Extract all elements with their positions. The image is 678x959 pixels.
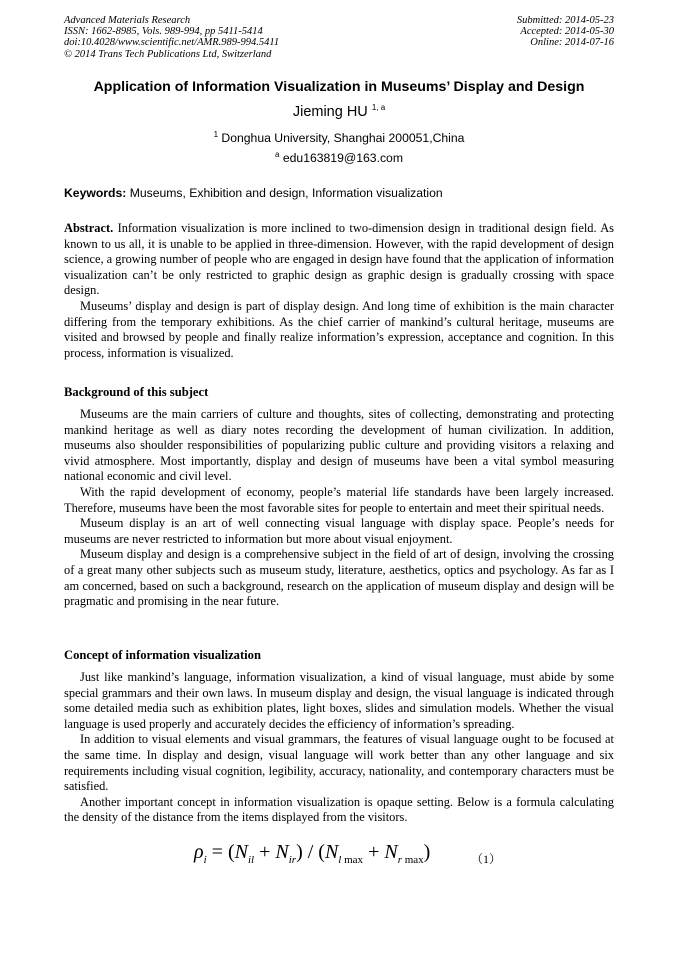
email-superscript: a: [275, 149, 280, 159]
equation-number: （1）: [471, 852, 502, 866]
formula-max: max: [401, 854, 424, 866]
body-paragraph: Museum display is an art of well connecting visual language with display space. People’s needs for museums are never restricted to information but more about visual enjoyment.: [64, 516, 614, 546]
formula-rho: ρ: [194, 841, 204, 863]
author-name: Jieming HU: [292, 104, 368, 120]
author-line: [0, 104, 678, 120]
section-heading-concept: Concept of information visualization: [64, 648, 261, 662]
formula-op: ): [423, 841, 431, 863]
body-paragraph: Museums are the main carriers of culture and thoughts, sites of collecting, demonstrating and protecting mankind heritage as well as diary notes recording the development of human civilization. In addition, museums also shoulder responsibilities of popularizing public culture and providing visitors a relaxing and vivid atmosphere. Most importantly, display and design of museums have been a vital symbol measuring national economic and civil level.: [64, 407, 614, 484]
issn-line: ISSN: 1662-8985, Vols. 989-994, pp 5411-5414: [64, 26, 263, 38]
email-line: [0, 151, 678, 165]
abstract-label: Abstract.: [64, 221, 114, 235]
formula-op: +: [363, 841, 385, 863]
formula-sub: i: [203, 854, 207, 866]
formula-sub: l: [338, 854, 342, 866]
formula-max: max: [341, 854, 364, 866]
formula-sub: il: [247, 854, 255, 866]
author-superscript: 1, a: [371, 103, 386, 113]
body-paragraph: Just like mankind’s language, information visualization, a kind of visual language, must abide by some special grammars and their own laws. In museum display and design, the visual language is indicated through some detailed media such as exhibition plates, light boxes, slides and simulation models. Whether the visual language is used properly and accurately decides the efficiency of information’s spreading.: [64, 670, 614, 731]
formula-n: N: [234, 841, 248, 863]
journal-header-left: [64, 15, 279, 60]
body-paragraph: With the rapid development of economy, people’s material life standards have been largely increased. Therefore, museums have been the most favorable sites for people to entertain and meet their spiritual needs.: [64, 484, 614, 515]
formula-n: N: [384, 841, 398, 863]
abstract-text: Information visualization is more inclined to two-dimension design in traditional design field. As known to us all, it is unable to be applied in three-dimension. However, with the rapid development of design science, a growing number of people who are engaged in design have found that the application of information visualization can’t be only restricted to graphic design as graphic design is gradually crossing with space design.: [64, 221, 614, 298]
section-concept-body: [64, 670, 614, 826]
section-heading-background: Background of this subject: [64, 385, 209, 399]
abstract-paragraph: [64, 221, 614, 299]
formula-n: N: [275, 841, 289, 863]
keywords-line: [64, 186, 614, 200]
formula-sub: r: [397, 854, 402, 866]
formula-op: +: [254, 841, 276, 863]
formula-n: N: [324, 841, 339, 863]
density-formula: [194, 841, 430, 864]
paper-title: Application of Information Visualization in Museums’ Display and Design: [93, 79, 585, 95]
body-paragraph: In addition to visual elements and visual grammars, the features of visual language ought to be focused at the same time. In display and design, visual language will work better than any other language and six requirements including visual cognition, legibility, accuracy, nationality, and contemporary characters must be satisfied.: [64, 732, 614, 794]
submitted-date: Submitted: 2014-05-23: [516, 15, 614, 26]
keywords-text: Museums, Exhibition and design, Information visualization: [129, 186, 443, 200]
accepted-date: Accepted: 2014-05-30: [520, 26, 614, 38]
keywords-label: Keywords:: [64, 186, 127, 200]
affiliation-text: Donghua University, Shanghai 200051,China: [221, 131, 465, 145]
copyright-line: © 2014 Trans Tech Publications Ltd, Switzerland: [64, 48, 272, 60]
body-paragraph: Museum display and design is a comprehensive subject in the field of art of design, involving the crossing of a great many other subjects such as museum study, literature, aesthetics, optics and psychology. As far as I am concerned, based on such a background, research on the application of museum display and design will be pragmatic and promising in the near future.: [64, 547, 614, 609]
affiliation-superscript: 1: [213, 129, 219, 139]
abstract-block: [64, 221, 614, 361]
affiliation-line: [0, 131, 678, 145]
doi-line: doi:10.4028/www.scientific.net/AMR.989-994.5411: [64, 37, 280, 49]
online-date: Online: 2014-07-16: [530, 37, 614, 49]
journal-header-right: [517, 15, 614, 49]
email-text: edu163819@163.com: [282, 151, 403, 165]
section-background-body: [64, 407, 614, 610]
body-paragraph: Another important concept in information visualization is opaque setting. Below is a formula calculating the density of the distance from the items displayed from the visitors.: [64, 794, 614, 825]
formula-op: = (: [206, 841, 235, 863]
abstract-paragraph: Museums’ display and design is part of display design. And long time of exhibition is the main character differing from the temporary exhibitions. As the chief carrier of mankind’s cultural heritage, museums are visited and browsed by people and finally realize information’s expression, acceptance and cognition. In this process, information is visualized.: [64, 298, 614, 360]
formula-sub: ir: [288, 854, 297, 866]
journal-name: Advanced Materials Research: [64, 15, 191, 26]
formula-op: ) / (: [296, 841, 325, 863]
